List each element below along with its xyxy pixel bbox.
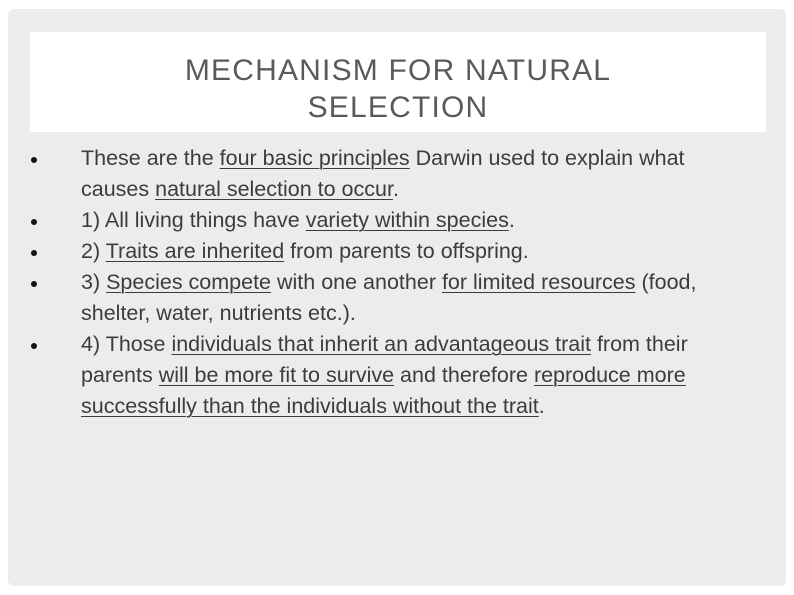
- underlined-phrase: for limited resources: [441, 270, 636, 294]
- bullet-text: with one another: [271, 270, 442, 294]
- bullet-dot-icon: [31, 157, 37, 163]
- bullet-text: .: [508, 208, 515, 232]
- bullet-text: .: [538, 394, 545, 418]
- underlined-phrase: will be more fit to survive: [158, 363, 395, 387]
- bullet-dot-icon: [31, 281, 37, 287]
- bullet-text: (food, shelter, water, nutrients etc.).: [81, 270, 697, 325]
- slide-title: [30, 52, 766, 126]
- slide-title-line-2: SELECTION: [307, 91, 489, 124]
- bullet-dot-icon: [31, 219, 37, 225]
- slide-title-line-1: MECHANISM FOR NATURAL: [184, 54, 612, 87]
- bullet-item: [30, 143, 730, 205]
- bullet-text: 1) All living things have: [81, 208, 306, 232]
- bullet-text: from their parents: [81, 332, 688, 387]
- bullet-text: 4) Those: [81, 332, 172, 356]
- bullet-text: from parents to offspring.: [284, 239, 529, 263]
- bullet-item: [30, 329, 730, 422]
- bullet-text: 2): [81, 239, 106, 263]
- underlined-phrase: Species compete: [106, 270, 272, 294]
- underlined-phrase: variety within species: [305, 208, 509, 232]
- bullet-item: [30, 205, 730, 236]
- bullet-text: .: [392, 177, 399, 201]
- underlined-phrase: reproduce more successfully than the individuals without the trait: [81, 363, 686, 418]
- bullet-text: Darwin used to explain what causes: [81, 146, 685, 201]
- bullet-item: [30, 236, 730, 267]
- bullet-dot-icon: [31, 250, 37, 256]
- title-box: [30, 32, 766, 132]
- underlined-phrase: four basic principles: [219, 146, 410, 170]
- underlined-phrase: natural selection to occur: [155, 177, 393, 201]
- bullet-item: [30, 267, 730, 329]
- bullet-text: 3): [81, 270, 107, 294]
- bullet-list: [30, 143, 730, 422]
- bullet-text: These are the: [81, 146, 220, 170]
- underlined-phrase: Traits are inherited: [105, 239, 285, 263]
- underlined-phrase: individuals that inherit an advantageous trait: [171, 332, 591, 356]
- bullet-dot-icon: [31, 343, 37, 349]
- bullet-text: and therefore: [394, 363, 534, 387]
